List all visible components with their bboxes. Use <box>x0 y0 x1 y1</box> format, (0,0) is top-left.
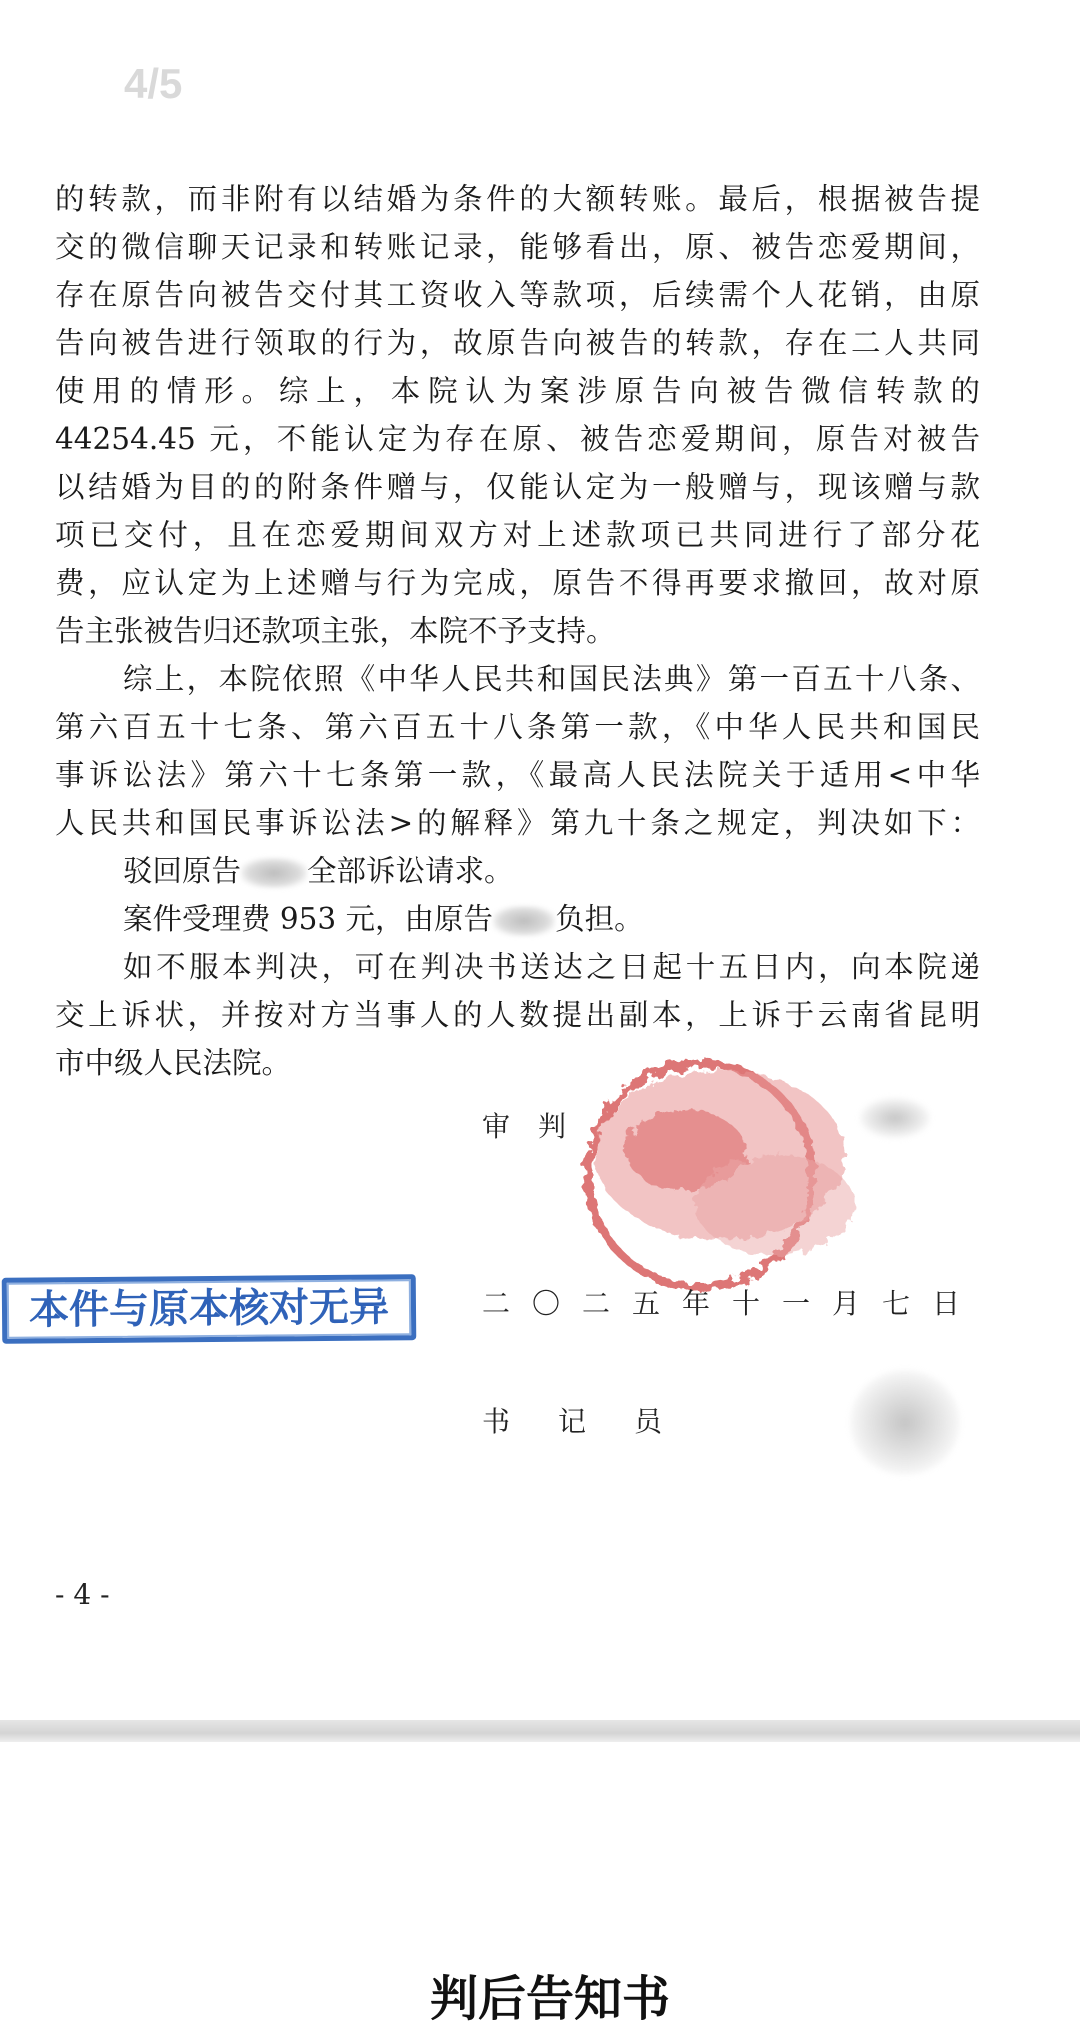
verdict-line-1 <box>55 847 980 895</box>
text-line: 市中级人民法院。 <box>55 1046 292 1080</box>
text-segment: 案件受理费 953 元，由原告 <box>123 902 494 936</box>
text-line: 事诉讼法》第六十七条第一款，《最高人民法院关于适用<中华 <box>55 758 980 792</box>
judgment-body <box>55 175 980 1087</box>
text-line: 的转款，而非附有以结婚为条件的大额转账。最后，根据被告提 <box>55 182 980 216</box>
page-number: - 4 - <box>55 1578 110 1611</box>
court-seal-icon <box>555 1045 885 1305</box>
text-line: 项已交付，且在恋爱期间双方对上述款项已共同进行了部分花 <box>55 518 980 552</box>
text-line: 交的微信聊天记录和转账记录，能够看出，原、被告恋爱期间， <box>55 230 980 264</box>
judgment-date: 二〇二五年十一月七日 <box>482 1287 983 1320</box>
text-line: 费，应认定为上述赠与行为完成，原告不得再要求撤回，故对原 <box>55 566 980 600</box>
text-line: 存在原告向被告交付其工资收入等款项，后续需个人花销，由原 <box>55 278 980 312</box>
page-indicator: 4/5 <box>124 60 183 107</box>
redacted-name <box>241 858 307 888</box>
text-line: 告向被告进行领取的行为，故原告向被告的转款，存在二人共同 <box>55 326 980 360</box>
text-line: 综上，本院依照《中华人民共和国民法典》第一百五十八条、 <box>123 662 980 696</box>
text-line: 交上诉状，并按对方当事人的人数提出副本，上诉于云南省昆明 <box>55 998 980 1032</box>
text-segment: 全部诉讼请求。 <box>307 854 514 888</box>
text-segment: 负担。 <box>555 902 644 936</box>
page-divider <box>0 1720 1080 1742</box>
clerk-label: 书 记 员 <box>482 1405 673 1438</box>
redacted-name <box>493 906 555 936</box>
copy-verification-stamp: 本件与原本核对无异 <box>2 1274 417 1344</box>
next-page-title: 判后告知书 <box>430 1971 671 2027</box>
redacted-judge-name <box>860 1098 930 1138</box>
text-line: 44254.45 元，不能认定为存在原、被告恋爱期间，原告对被告 <box>55 422 980 456</box>
text-line: 以结婚为目的的附条件赠与，仅能认定为一般赠与，现该赠与款 <box>55 470 980 504</box>
text-line: 使用的情形。综上，本院认为案涉原告向被告微信转款的 <box>55 374 980 408</box>
text-segment: 驳回原告 <box>123 854 242 888</box>
text-line: 人民共和国民事诉讼法>的解释》第九十条之规定，判决如下： <box>55 806 980 840</box>
text-line: 第六百五十七条、第六百五十八条第一款，《中华人民共和国民 <box>55 710 980 744</box>
redacted-clerk-name <box>850 1370 960 1475</box>
text-line: 如不服本判决，可在判决书送达之日起十五日内，向本院递 <box>123 950 980 984</box>
judge-label: 审 判 <box>482 1110 567 1143</box>
text-line: 告主张被告归还款项主张，本院不予支持。 <box>55 614 616 648</box>
verdict-line-2 <box>55 895 980 943</box>
